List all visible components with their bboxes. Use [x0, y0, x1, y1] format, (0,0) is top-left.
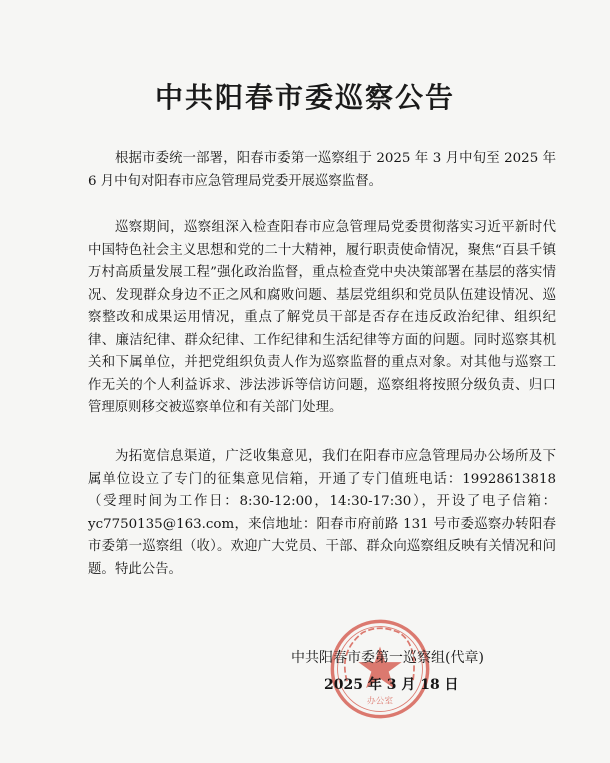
- paragraph-contact-channels: 为拓宽信息渠道，广泛收集意见，我们在阳春市应急管理局办公场所及下属单位设立了专门的征集意见信箱，开通了专门值班电话：19928613818（受理时间为工作日：8:30-12:00，14:30-17:30），开设了电子信箱：yc7750135@163.com，来信地址：阳春市府前路 131 号市委巡察办转阳春市委第一巡察组（收）。欢迎广大党员、干部、群众向巡察组反映有关情况和问题。: [88, 449, 556, 577]
- paragraph-inspection-focus: 巡察期间，巡察组深入检查阳春市应急管理局党委贯彻落实习近平新时代中国特色社会主义思想和党的二十大精神，履行职责使命情况，聚焦“百县千镇万村高质量发展工程”强化政治监督，重点检查党中央决策部署在基层的落实情况、发现群众身边不正之风和腐败问题、基层党组织和党员队伍建设情况、巡察整改和成果运用情况，重点了解党员干部是否存在违反政治纪律、组织纪律、廉洁纪律、群众纪律、工作纪律和生活纪律等方面的问题。同时巡察其机关和下属单位，并把党组织负责人作为巡察监督的重点对象。对其他与巡察工作无关的个人利益诉求、涉法涉诉等信访问题，巡察组将按照分级负责、归口管理原则移交被巡察单位和有关部门处理。: [88, 220, 556, 415]
- paragraph-inspection-schedule: 根据市委统一部署，阳春市委第一巡察组于 2025 年 3 月中旬至 2025 年 6 月中旬对阳春市应急管理局党委开展巡察监督。: [88, 151, 556, 189]
- signature-date: 2025 年 3 月 18 日: [324, 677, 459, 693]
- official-seal-stamp: [328, 617, 432, 721]
- signature-organization: 中共阳春市委第一巡察组(代章): [291, 650, 484, 666]
- svg-text:办公室: 办公室: [367, 696, 393, 707]
- document-title: 中共阳春市委巡察公告: [154, 81, 455, 114]
- paragraph-closing: 特此公告。: [115, 562, 182, 577]
